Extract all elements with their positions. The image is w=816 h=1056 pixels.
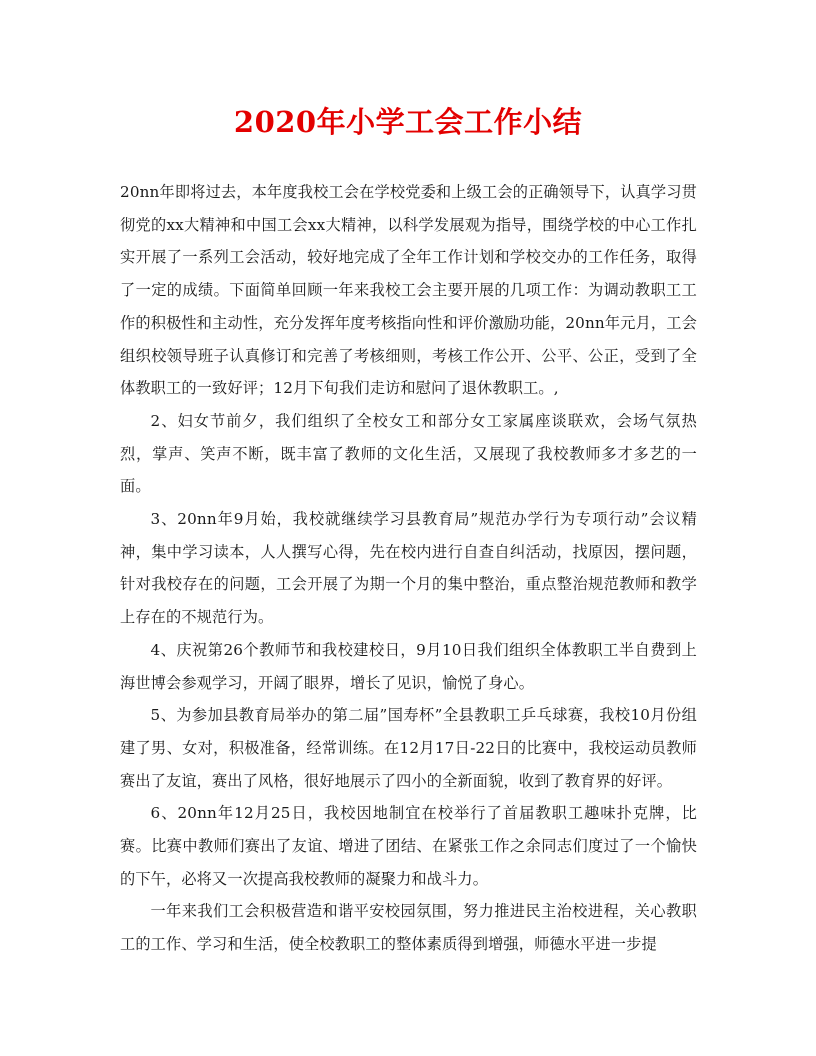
paragraph-intro: 20nn年即将过去，本年度我校工会在学校党委和上级工会的正确领导下，认真学习贯彻党的xx大精神和中国工会xx大精神，以科学发展观为指导，围绕学校的中心工作扎实开展了一系列工会活动，较好地完成了全年工作计划和学校交办的工作任务，取得了一定的成绩。下面简单回顾一年来我校工会主要开展的几项工作：为调动教职工工作的积极性和主动性，充分发挥年度考核指向性和评价激励功能，20nn年元月，工会组织校领导班子认真修订和完善了考核细则，考核工作公开、公平、公正，受到了全体教职工的一致好评；12月下旬我们走访和慰问了退休教职工。, [120,183,697,398]
paragraph-item-4: 4、庆祝第26个教师节和我校建校日，9月10日我们组织全体教职工半自费到上海世博会参观学习，开阔了眼界，增长了见识，愉悦了身心。 [120,640,697,692]
paragraph-summary: 一年来我们工会积极营造和谐平安校园氛围，努力推进民主治校进程，关心教职工的工作、学习和生活，使全校教职工的整体素质得到增强，师德水平进一步提 [120,902,697,954]
document-body [120,176,697,961]
paragraph-item-6: 6、20nn年12月25日，我校因地制宜在校举行了首届教职工趣味扑克牌，比赛。比赛中教师们赛出了友谊、增进了团结、在紧张工作之余同志们度过了一个愉快的下午，必将又一次提高我校教师的凝聚力和战斗力。 [120,804,697,888]
paragraph-item-2: 2、妇女节前夕，我们组织了全校女工和部分女工家属座谈联欢，会场气氛热烈，掌声、笑声不断，既丰富了教师的文化生活，又展现了我校教师多才多艺的一面。 [120,411,697,496]
paragraph-item-5: 5、为参加县教育局举办的第二届”国寿杯”全县教职工乒乓球赛，我校10月份组建了男、女对，积极准备，经常训练。在12月17日-22日的比赛中，我校运动员教师赛出了友谊，赛出了风格，很好地展示了四小的全新面貌，收到了教育界的好评。 [120,706,697,790]
paragraph-item-3: 3、20nn年9月始，我校就继续学习县教育局”规范办学行为专项行动”会议精神，集中学习读本，人人撰写心得，先在校内进行自查自纠活动，找原因，摆问题，针对我校存在的问题，工会开展了为期一个月的集中整治，重点整治规范教师和教学上存在的不规范行为。 [120,510,697,627]
document-title: 2020年小学工会工作小结 [233,105,583,139]
